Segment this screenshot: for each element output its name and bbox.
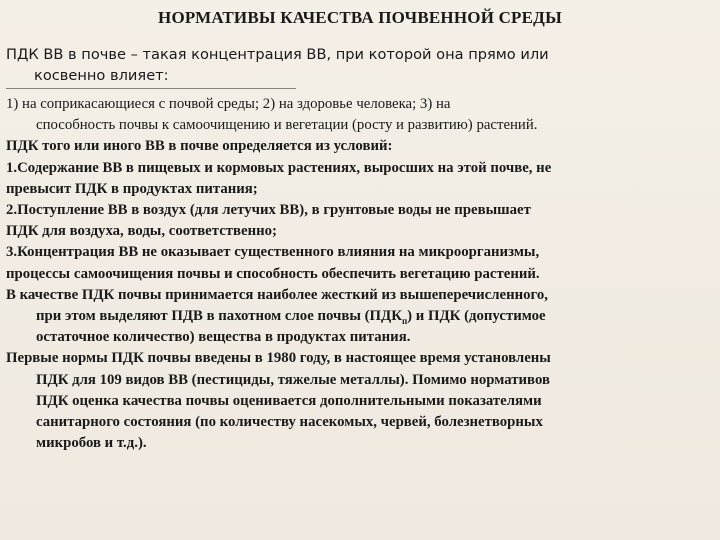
history-line-2: ПДК для 109 видов ВВ (пестициды, тяжелые металлы). Помимо нормативов (36, 371, 550, 388)
condition-1-line-2: превысит ПДК в продуктах питания; (6, 180, 258, 197)
history-line-4: санитарного состояния (по количеству насекомых, червей, болезнетворных (36, 414, 543, 431)
condition-2-line-1: 2.Поступление ВВ в воздух (для летучих ВВ), в грунтовые воды не превышает (6, 202, 531, 219)
divider-line (6, 88, 296, 89)
slide-title: НОРМАТИВЫ КАЧЕСТВА ПОЧВЕННОЙ СРЕДЫ (158, 8, 562, 27)
history-line-1: Первые нормы ПДК почвы введены в 1980 году, в настоящее время установлены (6, 350, 551, 367)
condition-2-line-2: ПДК для воздуха, воды, соответственно; (6, 223, 277, 240)
history-line-5: микробов и т.д.). (36, 435, 147, 452)
condition-1-line-1: 1.Содержание ВВ в пищевых и кормовых растениях, выросших на этой почве, не (6, 159, 552, 176)
definition-paragraph (6, 44, 714, 86)
history-line-3: ПДК оценка качества почвы оценивается дополнительными показателями (36, 392, 542, 409)
soil-mpc-line-2 (6, 306, 718, 327)
soil-mpc-line-2-end: ) и ПДК (допустимое (407, 308, 546, 325)
definition-line-1: ПДК ВВ в почве – такая концентрация ВВ, при которой она прямо или (6, 46, 549, 63)
definition-line-2: косвенно влияет: (34, 67, 169, 84)
soil-mpc-line-2-start: при этом выделяют ПДВ в пахотном слое почвы (ПДК (36, 308, 402, 325)
slide-body (6, 94, 718, 454)
mpc-subscript: п (401, 315, 408, 326)
effects-line-2: способность почвы к самоочищению и вегетации (росту и развитию) растений. (36, 117, 538, 134)
condition-3-line-1: 3.Концентрация ВВ не оказывает существенного влияния на микроорганизмы, (6, 244, 540, 261)
condition-3-line-2: процессы самоочищения почвы и способность обеспечить вегетацию растений. (6, 265, 540, 282)
conditions-heading: ПДК того или иного ВВ в почве определяется из условий: (6, 138, 393, 155)
soil-mpc-line-1: В качестве ПДК почвы принимается наиболее жесткий из вышеперечисленного, (6, 286, 548, 303)
soil-mpc-line-3: остаточное количество) вещества в продуктах питания. (36, 329, 411, 346)
effects-line-1: 1) на соприкасающиеся с почвой среды; 2) на здоровье человека; 3) на (6, 96, 451, 112)
